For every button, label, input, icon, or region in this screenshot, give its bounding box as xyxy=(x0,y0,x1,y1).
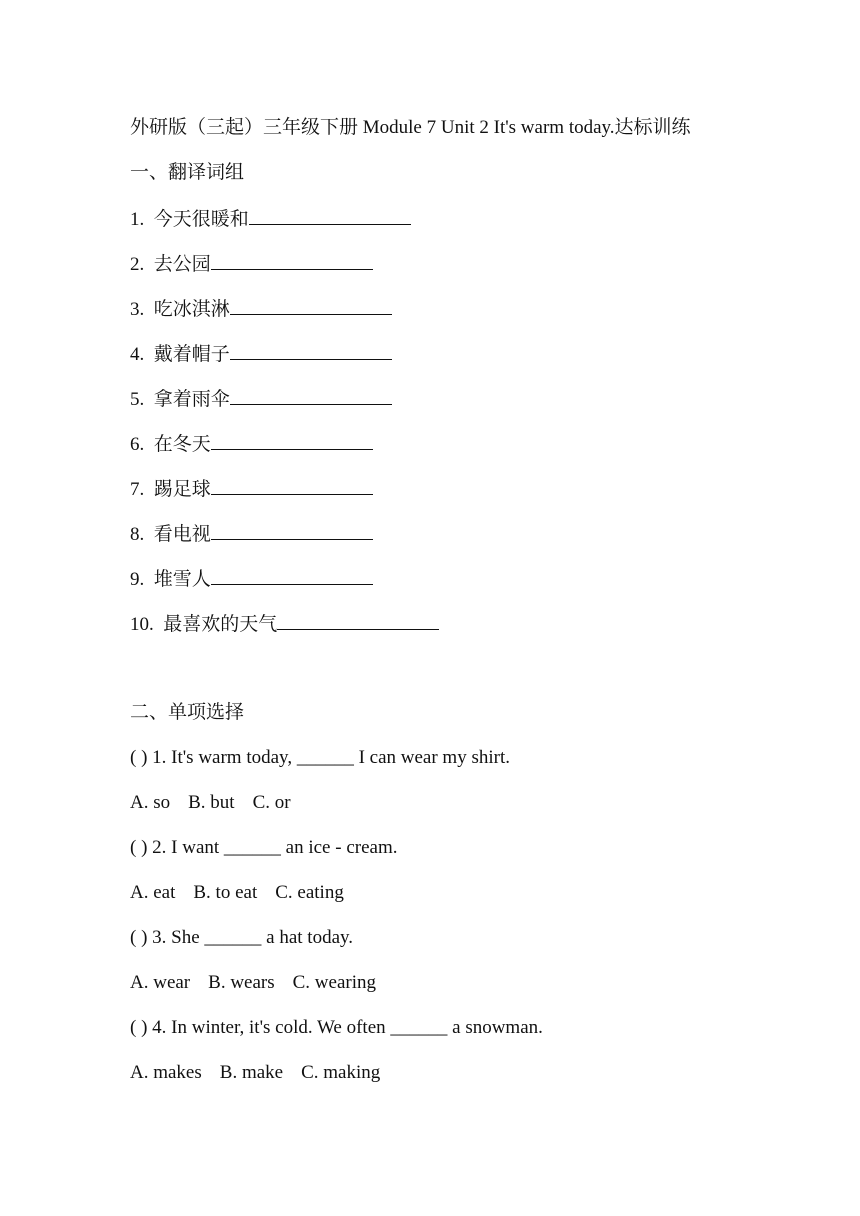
translation-item xyxy=(130,293,780,338)
option-c[interactable]: C. eating xyxy=(275,882,344,903)
option-b[interactable]: B. make xyxy=(219,1062,284,1083)
option-a[interactable]: A. wear xyxy=(130,972,191,993)
worksheet-page xyxy=(130,113,780,1103)
option-b[interactable]: B. wears xyxy=(208,972,275,993)
item-number: 10. xyxy=(130,614,154,635)
answer-blank[interactable] xyxy=(211,473,373,495)
section-spacer xyxy=(130,653,780,698)
question-options xyxy=(130,1058,780,1103)
answer-blank[interactable] xyxy=(211,428,373,450)
option-b[interactable]: B. but xyxy=(188,792,235,813)
option-c[interactable]: C. making xyxy=(301,1062,381,1083)
item-number: 6. xyxy=(130,434,145,455)
question-stem: ( ) 4. In winter, it's cold. We often ______ a snowman. xyxy=(130,1017,543,1038)
question-stem: ( ) 1. It's warm today, ______ I can wear my shirt. xyxy=(130,747,510,768)
item-text: 最喜欢的天气 xyxy=(163,614,278,635)
option-c[interactable]: C. or xyxy=(252,792,291,813)
translation-item xyxy=(130,608,780,653)
answer-blank[interactable] xyxy=(211,563,373,585)
translation-item xyxy=(130,518,780,563)
answer-blank[interactable] xyxy=(230,293,392,315)
option-a[interactable]: A. makes xyxy=(130,1062,202,1083)
item-number: 4. xyxy=(130,344,145,365)
item-number: 7. xyxy=(130,479,145,500)
item-text: 吃冰淇淋 xyxy=(153,299,230,320)
question-options xyxy=(130,968,780,1013)
item-number: 1. xyxy=(130,209,145,230)
option-a[interactable]: A. eat xyxy=(130,882,176,903)
translation-item xyxy=(130,383,780,428)
option-a[interactable]: A. so xyxy=(130,792,171,813)
item-text: 去公园 xyxy=(153,254,211,275)
translation-item xyxy=(130,563,780,608)
item-text: 踢足球 xyxy=(153,479,211,500)
answer-blank[interactable] xyxy=(230,338,392,360)
item-text: 在冬天 xyxy=(153,434,211,455)
choice-list xyxy=(130,743,780,1103)
question-options xyxy=(130,878,780,923)
answer-blank[interactable] xyxy=(249,203,411,225)
item-number: 2. xyxy=(130,254,145,275)
translation-item xyxy=(130,473,780,518)
question-stem: ( ) 2. I want ______ an ice - cream. xyxy=(130,837,398,858)
answer-blank[interactable] xyxy=(211,248,373,270)
answer-blank[interactable] xyxy=(211,518,373,540)
item-text: 堆雪人 xyxy=(153,569,211,590)
item-number: 8. xyxy=(130,524,145,545)
item-text: 拿着雨伞 xyxy=(153,389,230,410)
item-text: 戴着帽子 xyxy=(153,344,230,365)
worksheet-title: 外研版（三起）三年级下册 Module 7 Unit 2 It's warm today.达标训练 xyxy=(130,117,691,138)
translation-list xyxy=(130,203,780,653)
option-b[interactable]: B. to eat xyxy=(193,882,258,903)
translation-item xyxy=(130,428,780,473)
section1-heading: 一、翻译词组 xyxy=(130,162,245,183)
translation-item xyxy=(130,338,780,383)
translation-item xyxy=(130,248,780,293)
section2-heading: 二、单项选择 xyxy=(130,702,245,723)
question-stem: ( ) 3. She ______ a hat today. xyxy=(130,927,354,948)
item-number: 9. xyxy=(130,569,145,590)
item-text: 今天很暖和 xyxy=(153,209,249,230)
item-number: 3. xyxy=(130,299,145,320)
item-number: 5. xyxy=(130,389,145,410)
translation-item xyxy=(130,203,780,248)
answer-blank[interactable] xyxy=(230,383,392,405)
question-options xyxy=(130,788,780,833)
option-c[interactable]: C. wearing xyxy=(292,972,376,993)
item-text: 看电视 xyxy=(153,524,211,545)
answer-blank[interactable] xyxy=(277,608,439,630)
